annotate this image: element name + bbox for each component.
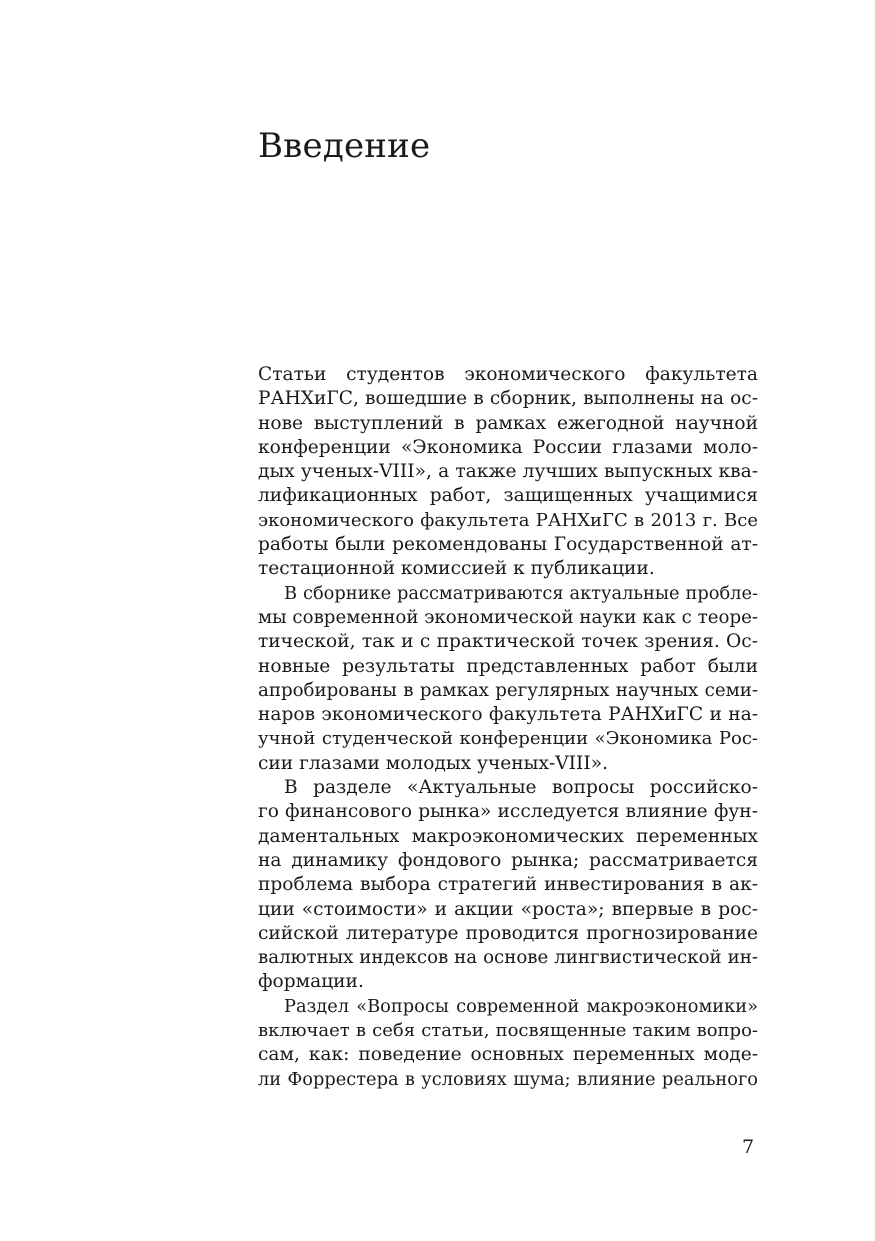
text-line: формации.: [258, 971, 364, 993]
text-line: новные результаты представленных работ были: [258, 655, 758, 677]
text-line: наров экономического факультета РАНХиГС и на-: [258, 704, 758, 726]
text-line: конференции «Экономика России глазами моло-: [258, 436, 758, 458]
text-line: тической, так и с практической точек зрения. Ос-: [258, 631, 758, 653]
page-title: Введение: [258, 126, 431, 166]
text-line: нове выступлений в рамках ежегодной научной: [258, 412, 758, 434]
text-line: мы современной экономической науки как с теоре-: [258, 606, 758, 628]
page-number: 7: [742, 1136, 755, 1158]
text-line: сии глазами молодых ученых-VIII».: [258, 752, 608, 774]
text-line: В сборнике рассматриваются актуальные пробле-: [284, 582, 758, 604]
text-line: дых ученых-VIII», а также лучших выпускных ква-: [258, 461, 758, 483]
text-line: В разделе «Актуальные вопросы российско-: [284, 777, 758, 799]
text-line: проблема выбора стратегий инвестирования в ак-: [258, 874, 758, 896]
text-line: апробированы в рамках регулярных научных семи-: [258, 679, 758, 701]
text-line: экономического факультета РАНХиГС в 2013 г. Все: [258, 509, 758, 531]
text-line: Статьи студентов экономического факультета: [258, 364, 758, 385]
text-line: ли Форрестера в условиях шума; влияние реального: [258, 1068, 758, 1090]
text-line: РАНХиГС, вошедшие в сборник, выполнены на ос-: [258, 388, 758, 410]
text-line: учной студенческой конференции «Экономика Рос-: [258, 728, 758, 750]
text-line: включает в себя статьи, посвященные таким вопро-: [258, 1020, 758, 1042]
text-line: на динамику фондового рынка; рассматривается: [258, 849, 758, 871]
text-line: работы были рекомендованы Государственной ат-: [258, 534, 758, 556]
text-line: Раздел «Вопросы современной макроэкономики»: [284, 995, 758, 1017]
text-line: тестационной комиссией к публикации.: [258, 558, 655, 580]
body-text: [258, 363, 758, 1092]
text-line: ции «стоимости» и акции «роста»; впервые в рос-: [258, 898, 758, 920]
text-line: даментальных макроэкономических переменных: [258, 825, 758, 847]
text-line: го финансового рынка» исследуется влияние фун-: [258, 801, 758, 823]
text-line: лификационных работ, защищенных учащимися: [258, 485, 758, 507]
text-line: сам, как: поведение основных переменных моде-: [258, 1044, 758, 1066]
text-line: сийской литературе проводится прогнозирование: [258, 922, 758, 944]
text-line: валютных индексов на основе лингвистической ин-: [258, 947, 758, 969]
